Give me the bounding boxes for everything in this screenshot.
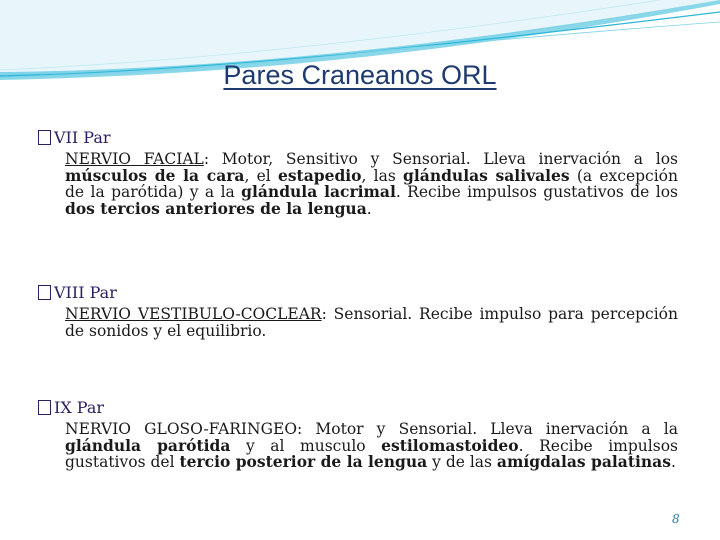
- checkbox-bullet-icon: [38, 285, 51, 300]
- nerve-name: NERVIO FACIAL: [65, 150, 204, 168]
- section-ix-par: [38, 398, 678, 471]
- section-heading: VIII Par: [54, 283, 117, 302]
- checkbox-bullet-icon: [38, 130, 51, 145]
- section-vii-par: [38, 128, 678, 217]
- section-viii-par: [38, 283, 678, 339]
- slide-title: Pares Craneanos ORL: [223, 60, 497, 90]
- section-heading: IX Par: [54, 398, 105, 417]
- checkbox-bullet-icon: [38, 400, 51, 415]
- section-body: NERVIO FACIAL: Motor, Sensitivo y Sensorial. Lleva inervación a los músculos de la cara, el estapedio, las glándulas salivales (a excepción de la parótida) y a la glándula lacrimal. Recibe impulsos gustativos de los dos tercios anteriores de la lengua.: [65, 150, 678, 218]
- section-heading: VII Par: [54, 128, 111, 147]
- nerve-name: NERVIO GLOSO-FARINGEO:: [65, 420, 303, 438]
- nerve-name: NERVIO VESTIBULO-COCLEAR: [65, 305, 322, 323]
- section-body: NERVIO VESTIBULO-COCLEAR: Sensorial. Recibe impulso para percepción de sonidos y el equilibrio.: [65, 305, 678, 340]
- page-number: 8: [672, 512, 680, 526]
- section-body: NERVIO GLOSO-FARINGEO: Motor y Sensorial. Lleva inervación a la glándula parótida y al musculo estilomastoideo. Recibe impulsos gustativos del tercio posterior de la lengua y de las amígdalas palatinas.: [65, 420, 678, 471]
